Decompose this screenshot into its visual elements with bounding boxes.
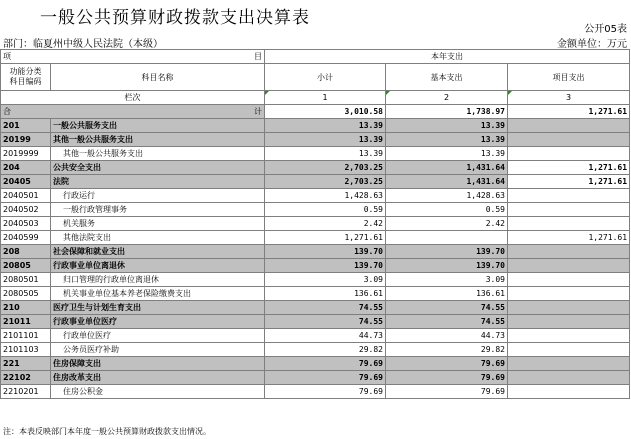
row-project [508,357,630,371]
row-name: 其他一般公共服务支出 [51,133,265,147]
header-row-3 [1,91,630,105]
row-code: 2080501 [1,273,51,287]
header-func-code-line1: 功能分类 [9,67,42,76]
row-project [508,217,630,231]
header-subtotal: 小计 [265,64,386,91]
row-subtotal: 0.59 [265,203,386,217]
row-project [508,343,630,357]
header-basic: 基本支出 [386,64,508,91]
row-code: 204 [1,161,51,175]
row-subtotal: 74.55 [265,315,386,329]
row-basic: 139.70 [386,245,508,259]
row-basic: 79.69 [386,385,508,399]
row-code: 2040599 [1,231,51,245]
row-subtotal: 79.69 [265,385,386,399]
table-row [1,371,630,385]
row-name: 机关服务 [51,217,265,231]
row-basic: 79.69 [386,357,508,371]
row-basic [386,231,508,245]
row-code: 2040503 [1,217,51,231]
row-project [508,147,630,161]
table-row [1,203,630,217]
row-code: 22102 [1,371,51,385]
header-row-label: 栏次 [1,91,265,105]
row-basic: 0.59 [386,203,508,217]
row-name: 其他法院支出 [51,231,265,245]
row-project [508,371,630,385]
row-subtotal: 44.73 [265,329,386,343]
table-row [1,329,630,343]
row-subtotal: 139.70 [265,259,386,273]
row-code: 2019999 [1,147,51,161]
row-code: 2040501 [1,189,51,203]
row-name: 归口管理的行政单位离退休 [51,273,265,287]
row-basic: 74.55 [386,315,508,329]
row-code: 20405 [1,175,51,189]
row-name: 公共安全支出 [51,161,265,175]
total-row [1,105,630,119]
row-code: 221 [1,357,51,371]
row-code: 201 [1,119,51,133]
row-subtotal: 29.82 [265,343,386,357]
table-row [1,231,630,245]
row-project: 1,271.61 [508,175,630,189]
table-row [1,217,630,231]
amount-unit-label: 金额单位：万元 [557,39,627,50]
row-subtotal: 2.42 [265,217,386,231]
header-func-code [1,64,51,91]
header-func-code-line2: 科目编码 [9,77,42,86]
row-basic: 2.42 [386,217,508,231]
row-code: 2101101 [1,329,51,343]
row-name: 一般行政管理事务 [51,203,265,217]
row-basic: 13.39 [386,119,508,133]
row-name: 住房改革支出 [51,371,265,385]
table-row [1,287,630,301]
row-name: 行政事业单位离退休 [51,259,265,273]
header-row-1 [1,50,630,64]
row-basic: 1,431.64 [386,175,508,189]
row-subtotal: 136.61 [265,287,386,301]
row-code: 20805 [1,259,51,273]
form-number: 公开05表 [584,24,627,35]
department-label: 部门：临夏州中级人民法院（本级） [3,39,163,50]
row-project [508,189,630,203]
table-row [1,189,630,203]
header-row-2 [1,64,630,91]
row-project [508,119,630,133]
row-basic: 13.39 [386,133,508,147]
row-project [508,245,630,259]
row-project [508,273,630,287]
row-subtotal: 1,271.61 [265,231,386,245]
table-row [1,343,630,357]
row-subtotal: 13.39 [265,147,386,161]
row-code: 2101103 [1,343,51,357]
row-project [508,133,630,147]
row-subtotal: 79.69 [265,357,386,371]
table-row [1,259,630,273]
row-subtotal: 2,703.25 [265,175,386,189]
row-subtotal: 13.39 [265,119,386,133]
table-row [1,301,630,315]
row-subtotal: 1,428.63 [265,189,386,203]
row-subtotal: 3.09 [265,273,386,287]
row-project [508,259,630,273]
row-name: 一般公共服务支出 [51,119,265,133]
report-title: 一般公共预算财政拨款支出决算表 [40,8,310,28]
row-subtotal: 74.55 [265,301,386,315]
footnote: 注：本表反映部门本年度一般公共预算财政拨款支出情况。 [3,427,211,436]
row-basic: 1,428.63 [386,189,508,203]
header-xiang: 项 [1,50,51,64]
row-subtotal: 139.70 [265,245,386,259]
row-name: 行政单位医疗 [51,329,265,343]
row-name: 社会保障和就业支出 [51,245,265,259]
row-project [508,385,630,399]
table-row [1,119,630,133]
total-basic: 1,738.97 [386,105,508,119]
row-basic: 13.39 [386,147,508,161]
table-row [1,147,630,161]
row-project: 1,271.61 [508,231,630,245]
table-row [1,161,630,175]
header-col-3: 3 [508,91,630,105]
table-row [1,245,630,259]
table-row [1,315,630,329]
row-subtotal: 13.39 [265,133,386,147]
row-code: 21011 [1,315,51,329]
row-basic: 1,431.64 [386,161,508,175]
header-project: 项目支出 [508,64,630,91]
row-code: 2080505 [1,287,51,301]
row-name: 行政事业单位医疗 [51,315,265,329]
row-code: 208 [1,245,51,259]
row-name: 公务员医疗补助 [51,343,265,357]
total-subtotal: 3,010.58 [265,105,386,119]
table-row [1,357,630,371]
table-row [1,175,630,189]
table-row [1,385,630,399]
header-subject-name: 科目名称 [51,64,265,91]
row-name: 住房保障支出 [51,357,265,371]
row-basic: 3.09 [386,273,508,287]
row-code: 20199 [1,133,51,147]
table-row [1,133,630,147]
table-row [1,273,630,287]
row-project [508,301,630,315]
row-name: 行政运行 [51,189,265,203]
row-code: 2210201 [1,385,51,399]
total-label-left: 合 [1,105,51,119]
row-basic: 44.73 [386,329,508,343]
total-label-right: 计 [51,105,265,119]
row-name: 法院 [51,175,265,189]
row-basic: 136.61 [386,287,508,301]
row-subtotal: 2,703.25 [265,161,386,175]
row-project [508,287,630,301]
row-project [508,315,630,329]
row-name: 住房公积金 [51,385,265,399]
header-this-year: 本年支出 [265,50,630,64]
row-project: 1,271.61 [508,161,630,175]
row-basic: 74.55 [386,301,508,315]
row-subtotal: 79.69 [265,371,386,385]
row-code: 210 [1,301,51,315]
row-name: 医疗卫生与计划生育支出 [51,301,265,315]
row-project [508,203,630,217]
row-name: 机关事业单位基本养老保险缴费支出 [51,287,265,301]
row-name: 其他一般公共服务支出 [51,147,265,161]
row-basic: 29.82 [386,343,508,357]
row-basic: 139.70 [386,259,508,273]
header-col-1: 1 [265,91,386,105]
header-col-2: 2 [386,91,508,105]
total-project: 1,271.61 [508,105,630,119]
row-basic: 79.69 [386,371,508,385]
expenditure-table [0,49,630,399]
row-code: 2040502 [1,203,51,217]
row-project [508,329,630,343]
header-mu: 目 [51,50,265,64]
